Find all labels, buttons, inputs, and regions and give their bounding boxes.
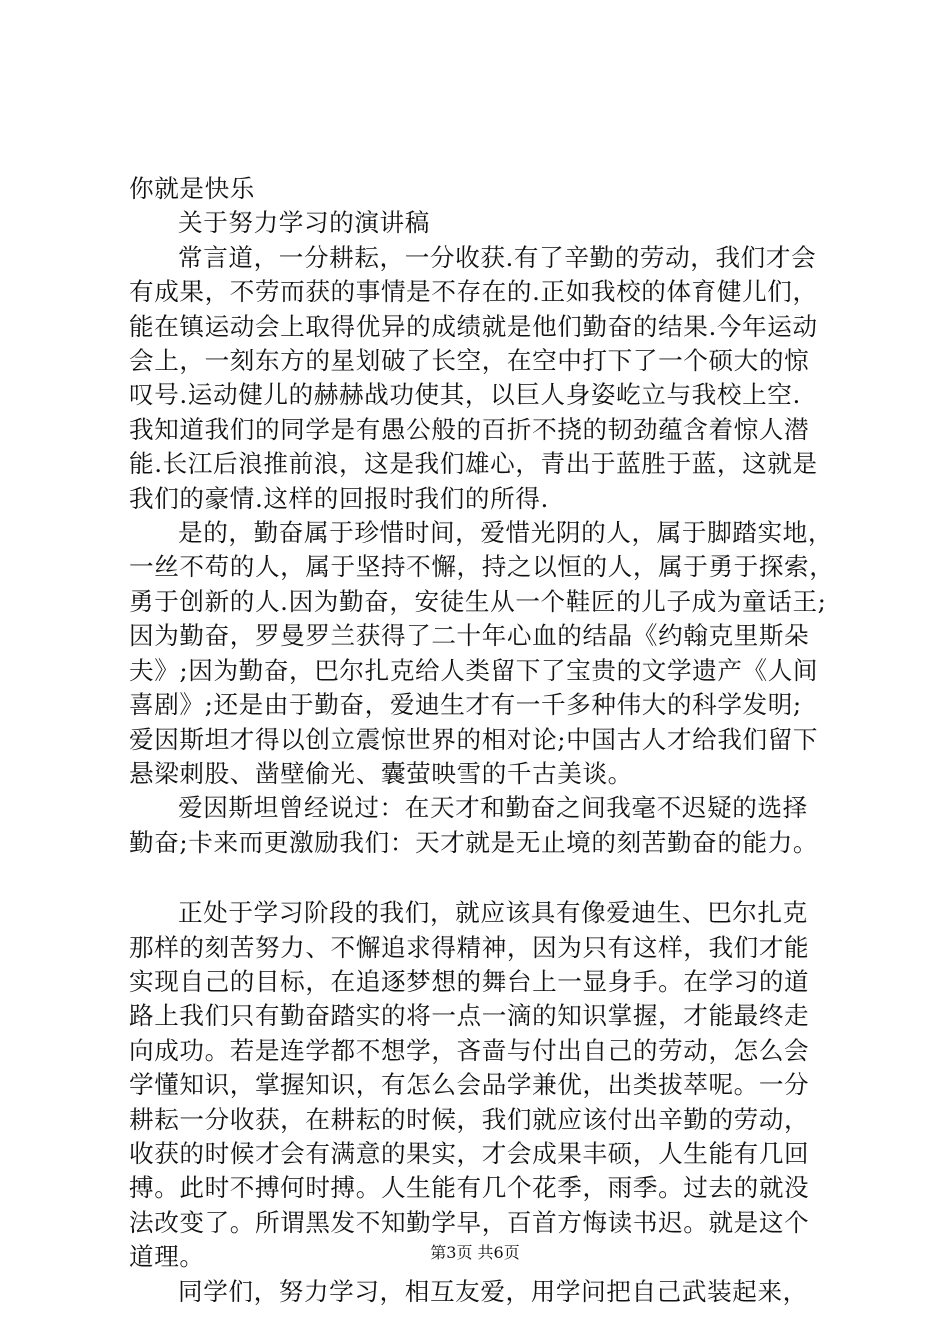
text-line: 实现自己的目标，在追逐梦想的舞台上一显身手。在学习的道: [129, 966, 810, 996]
text-line: 学懂知识，掌握知识，有怎么会品学兼优，出类拔萃呢。一分: [129, 1070, 810, 1100]
text-line: 叹号.运动健儿的赫赫战功使其，以巨人身姿屹立与我校上空.: [129, 380, 801, 410]
paragraph-gap: [129, 860, 835, 896]
text-line: 我们的豪情.这样的回报时我们的所得.: [129, 483, 549, 513]
text-line: 爱因斯坦曾经说过：在天才和勤奋之间我毫不迟疑的选择: [178, 793, 808, 823]
text-line: 道理。: [129, 1242, 205, 1272]
text-line: 向成功。若是连学都不想学，吝啬与付出自己的劳动，怎么会: [129, 1035, 810, 1065]
text-line: 会上，一刻东方的星划破了长空，在空中打下了一个硕大的惊: [129, 346, 810, 376]
text-line: 一丝不苟的人，属于坚持不懈，持之以恒的人，属于勇于探索，: [129, 552, 835, 582]
document-body: [129, 172, 835, 1309]
text-line: 有成果，不劳而获的事情是不存在的.正如我校的体育健儿们，: [129, 277, 818, 307]
text-line: 收获的时候才会有满意的果实，才会成果丰硕，人生能有几回: [129, 1138, 810, 1168]
text-line: 耕耘一分收获，在耕耘的时候，我们就应该付出辛勤的劳动，: [129, 1104, 810, 1134]
text-line: 我知道我们的同学是有愚公般的百折不挠的韧劲蕴含着惊人潜: [129, 414, 810, 444]
text-line: 勇于创新的人.因为勤奋，安徒生从一个鞋匠的儿子成为童话王;: [129, 586, 827, 616]
text-line: 是的，勤奋属于珍惜时间，爱惜光阴的人，属于脚踏实地，: [178, 518, 834, 548]
text-line: 夫》;因为勤奋，巴尔扎克给人类留下了宝贵的文学遗产《人间: [129, 655, 819, 685]
text-line: 同学们，努力学习，相互友爱，用学问把自己武装起来，: [178, 1276, 808, 1306]
text-line: 爱因斯坦才得以创立震惊世界的相对论;中国古人才给我们留下: [129, 724, 819, 754]
text-line: 悬梁刺股、凿壁偷光、囊萤映雪的千古美谈。: [129, 758, 633, 788]
speech-title: 关于努力学习的演讲稿: [178, 208, 430, 238]
text-line: 路上我们只有勤奋踏实的将一点一滴的知识掌握，才能最终走: [129, 1001, 810, 1031]
text-line: 能在镇运动会上取得优异的成绩就是他们勤奋的结果.今年运动: [129, 311, 818, 341]
page-number: 第3页 共6页: [430, 1243, 520, 1262]
text-line: 因为勤奋，罗曼罗兰获得了二十年心血的结晶《约翰克里斯朵: [129, 621, 810, 651]
page-footer: [0, 1243, 950, 1263]
text-line: 勤奋;卡来而更激励我们：天才就是无止境的刻苦勤奋的能力。: [129, 827, 819, 857]
text-line: 法改变了。所谓黑发不知勤学早，百首方悔读书迟。就是这个: [129, 1207, 810, 1237]
text-line: 搏。此时不搏何时搏。人生能有几个花季，雨季。过去的就没: [129, 1173, 810, 1203]
text-line: 正处于学习阶段的我们，就应该具有像爱迪生、巴尔扎克: [178, 898, 808, 928]
text-line: 你就是快乐: [129, 174, 255, 203]
text-line: 常言道，一分耕耘，一分收获.有了辛勤的劳动，我们才会: [178, 242, 817, 272]
text-line: 那样的刻苦努力、不懈追求得精神，因为只有这样，我们才能: [129, 932, 810, 962]
text-line: 能.长江后浪推前浪，这是我们雄心，青出于蓝胜于蓝，这就是: [129, 449, 818, 479]
text-line: 喜剧》;还是由于勤奋，爱迪生才有一千多种伟大的科学发明;: [129, 690, 802, 720]
